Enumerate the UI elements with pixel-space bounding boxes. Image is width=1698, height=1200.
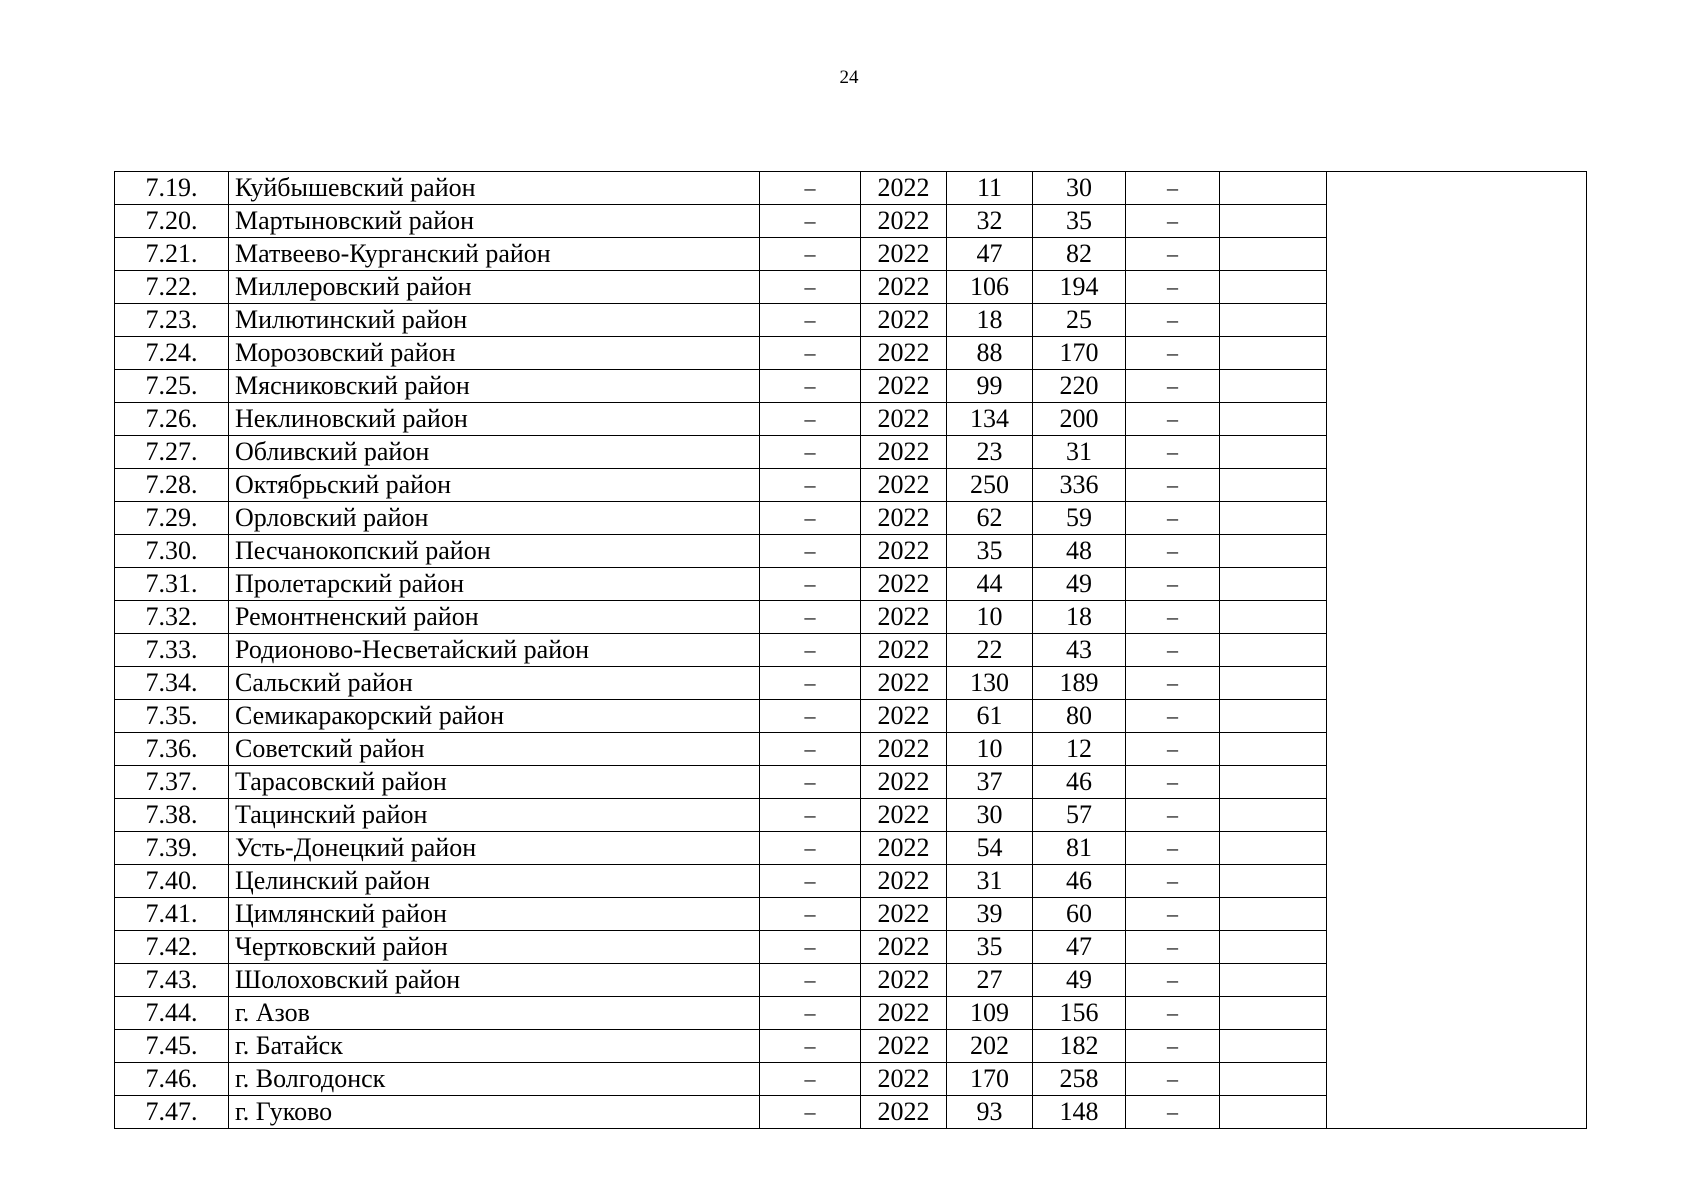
value-1-cell: 109 — [947, 997, 1033, 1030]
empty-cell — [1220, 436, 1327, 469]
value-1-cell: 10 — [947, 733, 1033, 766]
year-cell: 2022 — [861, 832, 947, 865]
value-2-cell: 25 — [1033, 304, 1126, 337]
district-name-cell: Морозовский район — [229, 337, 760, 370]
value-2-cell: 49 — [1033, 568, 1126, 601]
year-cell: 2022 — [861, 898, 947, 931]
empty-cell — [1220, 634, 1327, 667]
value-1-cell: 32 — [947, 205, 1033, 238]
row-number-cell: 7.36. — [115, 733, 229, 766]
value-1-cell: 22 — [947, 634, 1033, 667]
value-1-cell: 11 — [947, 172, 1033, 205]
dash-cell: – — [760, 931, 861, 964]
year-cell: 2022 — [861, 568, 947, 601]
district-name-cell: Семикаракорский район — [229, 700, 760, 733]
dash-cell: – — [1126, 898, 1220, 931]
dash-cell: – — [760, 469, 861, 502]
value-1-cell: 31 — [947, 865, 1033, 898]
district-name-cell: Миллеровский район — [229, 271, 760, 304]
dash-cell: – — [760, 898, 861, 931]
row-number-cell: 7.29. — [115, 502, 229, 535]
row-number-cell: 7.21. — [115, 238, 229, 271]
district-name-cell: г. Азов — [229, 997, 760, 1030]
row-number-cell: 7.44. — [115, 997, 229, 1030]
dash-cell: – — [760, 502, 861, 535]
row-number-cell: 7.45. — [115, 1030, 229, 1063]
year-cell: 2022 — [861, 931, 947, 964]
value-1-cell: 130 — [947, 667, 1033, 700]
value-2-cell: 189 — [1033, 667, 1126, 700]
value-1-cell: 35 — [947, 535, 1033, 568]
dash-cell: – — [1126, 1030, 1220, 1063]
dash-cell: – — [760, 403, 861, 436]
year-cell: 2022 — [861, 337, 947, 370]
value-1-cell: 27 — [947, 964, 1033, 997]
year-cell: 2022 — [861, 172, 947, 205]
year-cell: 2022 — [861, 799, 947, 832]
year-cell: 2022 — [861, 766, 947, 799]
row-number-cell: 7.38. — [115, 799, 229, 832]
value-2-cell: 46 — [1033, 766, 1126, 799]
district-name-cell: Мясниковский район — [229, 370, 760, 403]
dash-cell: – — [760, 1096, 861, 1129]
value-1-cell: 18 — [947, 304, 1033, 337]
value-2-cell: 220 — [1033, 370, 1126, 403]
value-2-cell: 200 — [1033, 403, 1126, 436]
year-cell: 2022 — [861, 502, 947, 535]
dash-cell: – — [1126, 337, 1220, 370]
row-number-cell: 7.40. — [115, 865, 229, 898]
empty-cell — [1220, 733, 1327, 766]
dash-cell: – — [1126, 964, 1220, 997]
dash-cell: – — [1126, 469, 1220, 502]
value-1-cell: 35 — [947, 931, 1033, 964]
dash-cell: – — [1126, 568, 1220, 601]
dash-cell: – — [1126, 865, 1220, 898]
row-number-cell: 7.42. — [115, 931, 229, 964]
dash-cell: – — [1126, 766, 1220, 799]
value-2-cell: 82 — [1033, 238, 1126, 271]
dash-cell: – — [760, 700, 861, 733]
value-2-cell: 46 — [1033, 865, 1126, 898]
dash-cell: – — [1126, 832, 1220, 865]
dash-cell: – — [760, 634, 861, 667]
district-name-cell: Родионово-Несветайский район — [229, 634, 760, 667]
dash-cell: – — [760, 436, 861, 469]
dash-cell: – — [1126, 700, 1220, 733]
year-cell: 2022 — [861, 271, 947, 304]
dash-cell: – — [1126, 667, 1220, 700]
empty-cell — [1220, 469, 1327, 502]
district-name-cell: Пролетарский район — [229, 568, 760, 601]
district-name-cell: Матвеево-Курганский район — [229, 238, 760, 271]
value-2-cell: 148 — [1033, 1096, 1126, 1129]
year-cell: 2022 — [861, 238, 947, 271]
district-name-cell: Тацинский район — [229, 799, 760, 832]
row-number-cell: 7.28. — [115, 469, 229, 502]
value-2-cell: 57 — [1033, 799, 1126, 832]
value-2-cell: 35 — [1033, 205, 1126, 238]
district-name-cell: Цимлянский район — [229, 898, 760, 931]
year-cell: 2022 — [861, 865, 947, 898]
value-2-cell: 18 — [1033, 601, 1126, 634]
district-name-cell: г. Батайск — [229, 1030, 760, 1063]
district-name-cell: Шолоховский район — [229, 964, 760, 997]
district-name-cell: Куйбышевский район — [229, 172, 760, 205]
district-name-cell: Тарасовский район — [229, 766, 760, 799]
value-1-cell: 47 — [947, 238, 1033, 271]
dash-cell: – — [760, 799, 861, 832]
dash-cell: – — [1126, 601, 1220, 634]
row-number-cell: 7.35. — [115, 700, 229, 733]
value-2-cell: 170 — [1033, 337, 1126, 370]
year-cell: 2022 — [861, 700, 947, 733]
dash-cell: – — [1126, 304, 1220, 337]
district-name-cell: Чертковский район — [229, 931, 760, 964]
year-cell: 2022 — [861, 601, 947, 634]
value-2-cell: 81 — [1033, 832, 1126, 865]
district-name-cell: Милютинский район — [229, 304, 760, 337]
row-number-cell: 7.39. — [115, 832, 229, 865]
dash-cell: – — [1126, 271, 1220, 304]
value-1-cell: 202 — [947, 1030, 1033, 1063]
row-number-cell: 7.33. — [115, 634, 229, 667]
year-cell: 2022 — [861, 733, 947, 766]
empty-cell — [1220, 1030, 1327, 1063]
row-number-cell: 7.43. — [115, 964, 229, 997]
dash-cell: – — [760, 964, 861, 997]
year-cell: 2022 — [861, 1096, 947, 1129]
district-name-cell: г. Гуково — [229, 1096, 760, 1129]
value-2-cell: 12 — [1033, 733, 1126, 766]
value-2-cell: 43 — [1033, 634, 1126, 667]
merged-empty-cell — [1327, 172, 1587, 1129]
empty-cell — [1220, 667, 1327, 700]
dash-cell: – — [760, 535, 861, 568]
dash-cell: – — [760, 172, 861, 205]
dash-cell: – — [1126, 238, 1220, 271]
value-1-cell: 170 — [947, 1063, 1033, 1096]
value-1-cell: 30 — [947, 799, 1033, 832]
value-2-cell: 336 — [1033, 469, 1126, 502]
value-1-cell: 88 — [947, 337, 1033, 370]
empty-cell — [1220, 964, 1327, 997]
empty-cell — [1220, 568, 1327, 601]
empty-cell — [1220, 403, 1327, 436]
row-number-cell: 7.27. — [115, 436, 229, 469]
value-2-cell: 59 — [1033, 502, 1126, 535]
dash-cell: – — [760, 766, 861, 799]
year-cell: 2022 — [861, 304, 947, 337]
dash-cell: – — [760, 271, 861, 304]
value-1-cell: 54 — [947, 832, 1033, 865]
dash-cell: – — [760, 238, 861, 271]
dash-cell: – — [1126, 997, 1220, 1030]
empty-cell — [1220, 865, 1327, 898]
dash-cell: – — [760, 304, 861, 337]
dash-cell: – — [760, 205, 861, 238]
empty-cell — [1220, 238, 1327, 271]
year-cell: 2022 — [861, 469, 947, 502]
district-name-cell: Ремонтненский район — [229, 601, 760, 634]
value-1-cell: 106 — [947, 271, 1033, 304]
year-cell: 2022 — [861, 667, 947, 700]
row-number-cell: 7.41. — [115, 898, 229, 931]
empty-cell — [1220, 271, 1327, 304]
data-table — [114, 171, 1587, 1129]
district-name-cell: Сальский район — [229, 667, 760, 700]
dash-cell: – — [760, 832, 861, 865]
district-name-cell: Целинский район — [229, 865, 760, 898]
dash-cell: – — [1126, 1096, 1220, 1129]
empty-cell — [1220, 700, 1327, 733]
row-number-cell: 7.23. — [115, 304, 229, 337]
value-2-cell: 156 — [1033, 997, 1126, 1030]
empty-cell — [1220, 304, 1327, 337]
year-cell: 2022 — [861, 436, 947, 469]
value-2-cell: 30 — [1033, 172, 1126, 205]
year-cell: 2022 — [861, 1063, 947, 1096]
value-2-cell: 60 — [1033, 898, 1126, 931]
value-2-cell: 49 — [1033, 964, 1126, 997]
year-cell: 2022 — [861, 535, 947, 568]
district-name-cell: Мартыновский район — [229, 205, 760, 238]
dash-cell: – — [1126, 205, 1220, 238]
dash-cell: – — [1126, 172, 1220, 205]
district-name-cell: Обливский район — [229, 436, 760, 469]
empty-cell — [1220, 535, 1327, 568]
empty-cell — [1220, 205, 1327, 238]
row-number-cell: 7.37. — [115, 766, 229, 799]
value-2-cell: 194 — [1033, 271, 1126, 304]
empty-cell — [1220, 799, 1327, 832]
empty-cell — [1220, 337, 1327, 370]
year-cell: 2022 — [861, 634, 947, 667]
empty-cell — [1220, 931, 1327, 964]
dash-cell: – — [1126, 931, 1220, 964]
year-cell: 2022 — [861, 997, 947, 1030]
row-number-cell: 7.34. — [115, 667, 229, 700]
empty-cell — [1220, 766, 1327, 799]
row-number-cell: 7.32. — [115, 601, 229, 634]
table-row — [115, 172, 1587, 205]
value-2-cell: 182 — [1033, 1030, 1126, 1063]
year-cell: 2022 — [861, 1030, 947, 1063]
row-number-cell: 7.31. — [115, 568, 229, 601]
row-number-cell: 7.46. — [115, 1063, 229, 1096]
value-2-cell: 48 — [1033, 535, 1126, 568]
row-number-cell: 7.47. — [115, 1096, 229, 1129]
year-cell: 2022 — [861, 964, 947, 997]
dash-cell: – — [1126, 1063, 1220, 1096]
dash-cell: – — [760, 733, 861, 766]
row-number-cell: 7.19. — [115, 172, 229, 205]
year-cell: 2022 — [861, 370, 947, 403]
year-cell: 2022 — [861, 205, 947, 238]
value-1-cell: 134 — [947, 403, 1033, 436]
empty-cell — [1220, 601, 1327, 634]
dash-cell: – — [760, 997, 861, 1030]
value-2-cell: 31 — [1033, 436, 1126, 469]
year-cell: 2022 — [861, 403, 947, 436]
value-1-cell: 61 — [947, 700, 1033, 733]
district-name-cell: г. Волгодонск — [229, 1063, 760, 1096]
empty-cell — [1220, 997, 1327, 1030]
value-1-cell: 10 — [947, 601, 1033, 634]
dash-cell: – — [760, 667, 861, 700]
value-1-cell: 23 — [947, 436, 1033, 469]
value-2-cell: 258 — [1033, 1063, 1126, 1096]
dash-cell: – — [1126, 733, 1220, 766]
row-number-cell: 7.30. — [115, 535, 229, 568]
dash-cell: – — [760, 370, 861, 403]
empty-cell — [1220, 1096, 1327, 1129]
dash-cell: – — [1126, 403, 1220, 436]
dash-cell: – — [760, 1030, 861, 1063]
value-2-cell: 80 — [1033, 700, 1126, 733]
value-1-cell: 44 — [947, 568, 1033, 601]
value-1-cell: 62 — [947, 502, 1033, 535]
page-number: 24 — [839, 67, 859, 88]
dash-cell: – — [1126, 502, 1220, 535]
row-number-cell: 7.26. — [115, 403, 229, 436]
empty-cell — [1220, 1063, 1327, 1096]
district-name-cell: Советский район — [229, 733, 760, 766]
row-number-cell: 7.25. — [115, 370, 229, 403]
value-2-cell: 47 — [1033, 931, 1126, 964]
dash-cell: – — [760, 337, 861, 370]
value-1-cell: 37 — [947, 766, 1033, 799]
empty-cell — [1220, 898, 1327, 931]
row-number-cell: 7.22. — [115, 271, 229, 304]
dash-cell: – — [1126, 535, 1220, 568]
empty-cell — [1220, 502, 1327, 535]
dash-cell: – — [760, 568, 861, 601]
district-name-cell: Октябрьский район — [229, 469, 760, 502]
dash-cell: – — [760, 1063, 861, 1096]
dash-cell: – — [1126, 634, 1220, 667]
dash-cell: – — [1126, 799, 1220, 832]
row-number-cell: 7.24. — [115, 337, 229, 370]
value-1-cell: 99 — [947, 370, 1033, 403]
value-1-cell: 250 — [947, 469, 1033, 502]
dash-cell: – — [1126, 436, 1220, 469]
dash-cell: – — [760, 865, 861, 898]
value-1-cell: 93 — [947, 1096, 1033, 1129]
district-name-cell: Неклиновский район — [229, 403, 760, 436]
empty-cell — [1220, 370, 1327, 403]
value-1-cell: 39 — [947, 898, 1033, 931]
table-body — [115, 172, 1587, 1129]
empty-cell — [1220, 172, 1327, 205]
row-number-cell: 7.20. — [115, 205, 229, 238]
empty-cell — [1220, 832, 1327, 865]
dash-cell: – — [760, 601, 861, 634]
district-name-cell: Орловский район — [229, 502, 760, 535]
dash-cell: – — [1126, 370, 1220, 403]
district-name-cell: Усть-Донецкий район — [229, 832, 760, 865]
district-name-cell: Песчанокопский район — [229, 535, 760, 568]
